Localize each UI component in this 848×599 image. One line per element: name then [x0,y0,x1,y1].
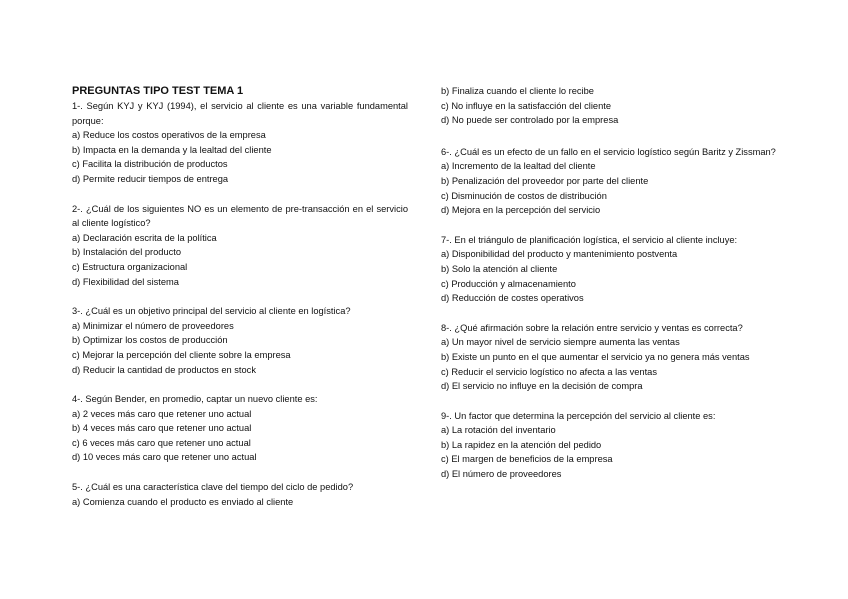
question-stem: 3-. ¿Cuál es un objetivo principal del servicio al cliente en logística? [72,306,351,317]
question-5 [72,480,408,509]
option-a: a) 2 veces más caro que retener uno actual [72,408,252,419]
question-stem: 1-. Según KYJ y KYJ (1994), el servicio al cliente es una variable fundamental porque: [72,101,408,126]
right-column [441,84,777,497]
question-stem: 2-. ¿Cuál de los siguientes NO es un elemento de pre-transacción en el servicio al cliente logístico? [72,203,408,229]
option-a: a) Minimizar el número de proveedores [72,320,234,331]
question-8 [441,321,777,394]
option-b: b) Instalación del producto [72,247,182,258]
option-d: d) No puede ser controlado por la empresa [441,115,619,126]
option-b: b) 4 veces más caro que retener uno actual [72,423,252,434]
option-c: c) Reducir el servicio logístico no afecta a las ventas [441,366,657,377]
option-b: b) Existe un punto en el que aumentar el servicio ya no genera más ventas [441,351,750,362]
option-c: c) El margen de beneficios de la empresa [441,454,613,465]
option-d: d) Flexibilidad del sistema [72,276,179,287]
question-stem: 7-. En el triángulo de planificación logística, el servicio al cliente incluye: [441,234,738,245]
question-9 [441,409,777,482]
option-a: a) Incremento de la lealtad del cliente [441,161,596,172]
option-c: c) Disminución de costos de distribución [441,190,607,201]
option-b: b) Optimizar los costos de producción [72,335,228,346]
option-b: b) Solo la atención al cliente [441,263,558,274]
question-stem: 9-. Un factor que determina la percepción del servicio al cliente es: [441,410,716,421]
option-d: d) Reducción de costes operativos [441,293,584,304]
question-stem: 5-. ¿Cuál es una característica clave del tiempo del ciclo de pedido? [72,482,354,493]
option-a: a) Comienza cuando el producto es enviado al cliente [72,496,294,507]
question-6 [441,145,777,218]
question-5-continued [441,84,777,128]
question-7 [441,233,777,306]
option-d: d) 10 veces más caro que retener uno actual [72,452,257,463]
option-a: a) Disponibilidad del producto y mantenimiento postventa [441,249,678,260]
option-c: c) No influye en la satisfacción del cliente [441,100,612,111]
question-1 [72,99,408,187]
question-2 [72,202,408,290]
option-b: b) Penalización del proveedor por parte del cliente [441,175,649,186]
option-d: d) Reducir la cantidad de productos en stock [72,364,256,375]
option-a: a) La rotación del inventario [441,425,556,436]
option-a: a) Reduce los costos operativos de la empresa [72,130,266,141]
option-c: c) 6 veces más caro que retener uno actual [72,437,251,448]
option-a: a) Declaración escrita de la política [72,232,217,243]
question-stem: 4-. Según Bender, en promedio, captar un nuevo cliente es: [72,394,318,405]
question-3 [72,304,408,377]
option-d: d) El número de proveedores [441,469,562,480]
option-b: b) Impacta en la demanda y la lealtad del cliente [72,144,272,155]
question-4 [72,392,408,465]
option-b: b) La rapidez en la atención del pedido [441,439,602,450]
option-c: c) Estructura organizacional [72,261,188,272]
option-a: a) Un mayor nivel de servicio siempre aumenta las ventas [441,337,680,348]
option-d: d) Permite reducir tiempos de entrega [72,173,229,184]
question-stem: 8-. ¿Qué afirmación sobre la relación entre servicio y ventas es correcta? [441,322,743,333]
option-b: b) Finaliza cuando el cliente lo recibe [441,86,594,96]
option-c: c) Mejorar la percepción del cliente sobre la empresa [72,349,291,360]
left-column [72,84,408,524]
page-title: PREGUNTAS TIPO TEST TEMA 1 [72,85,244,97]
question-stem: 6-. ¿Cuál es un efecto de un fallo en el servicio logístico según Baritz y Zissman? [441,146,776,157]
option-d: d) Mejora en la percepción del servicio [441,205,601,216]
option-d: d) El servicio no influye en la decisión de compra [441,381,643,392]
option-c: c) Facilita la distribución de productos [72,159,228,170]
option-c: c) Producción y almacenamiento [441,278,576,289]
